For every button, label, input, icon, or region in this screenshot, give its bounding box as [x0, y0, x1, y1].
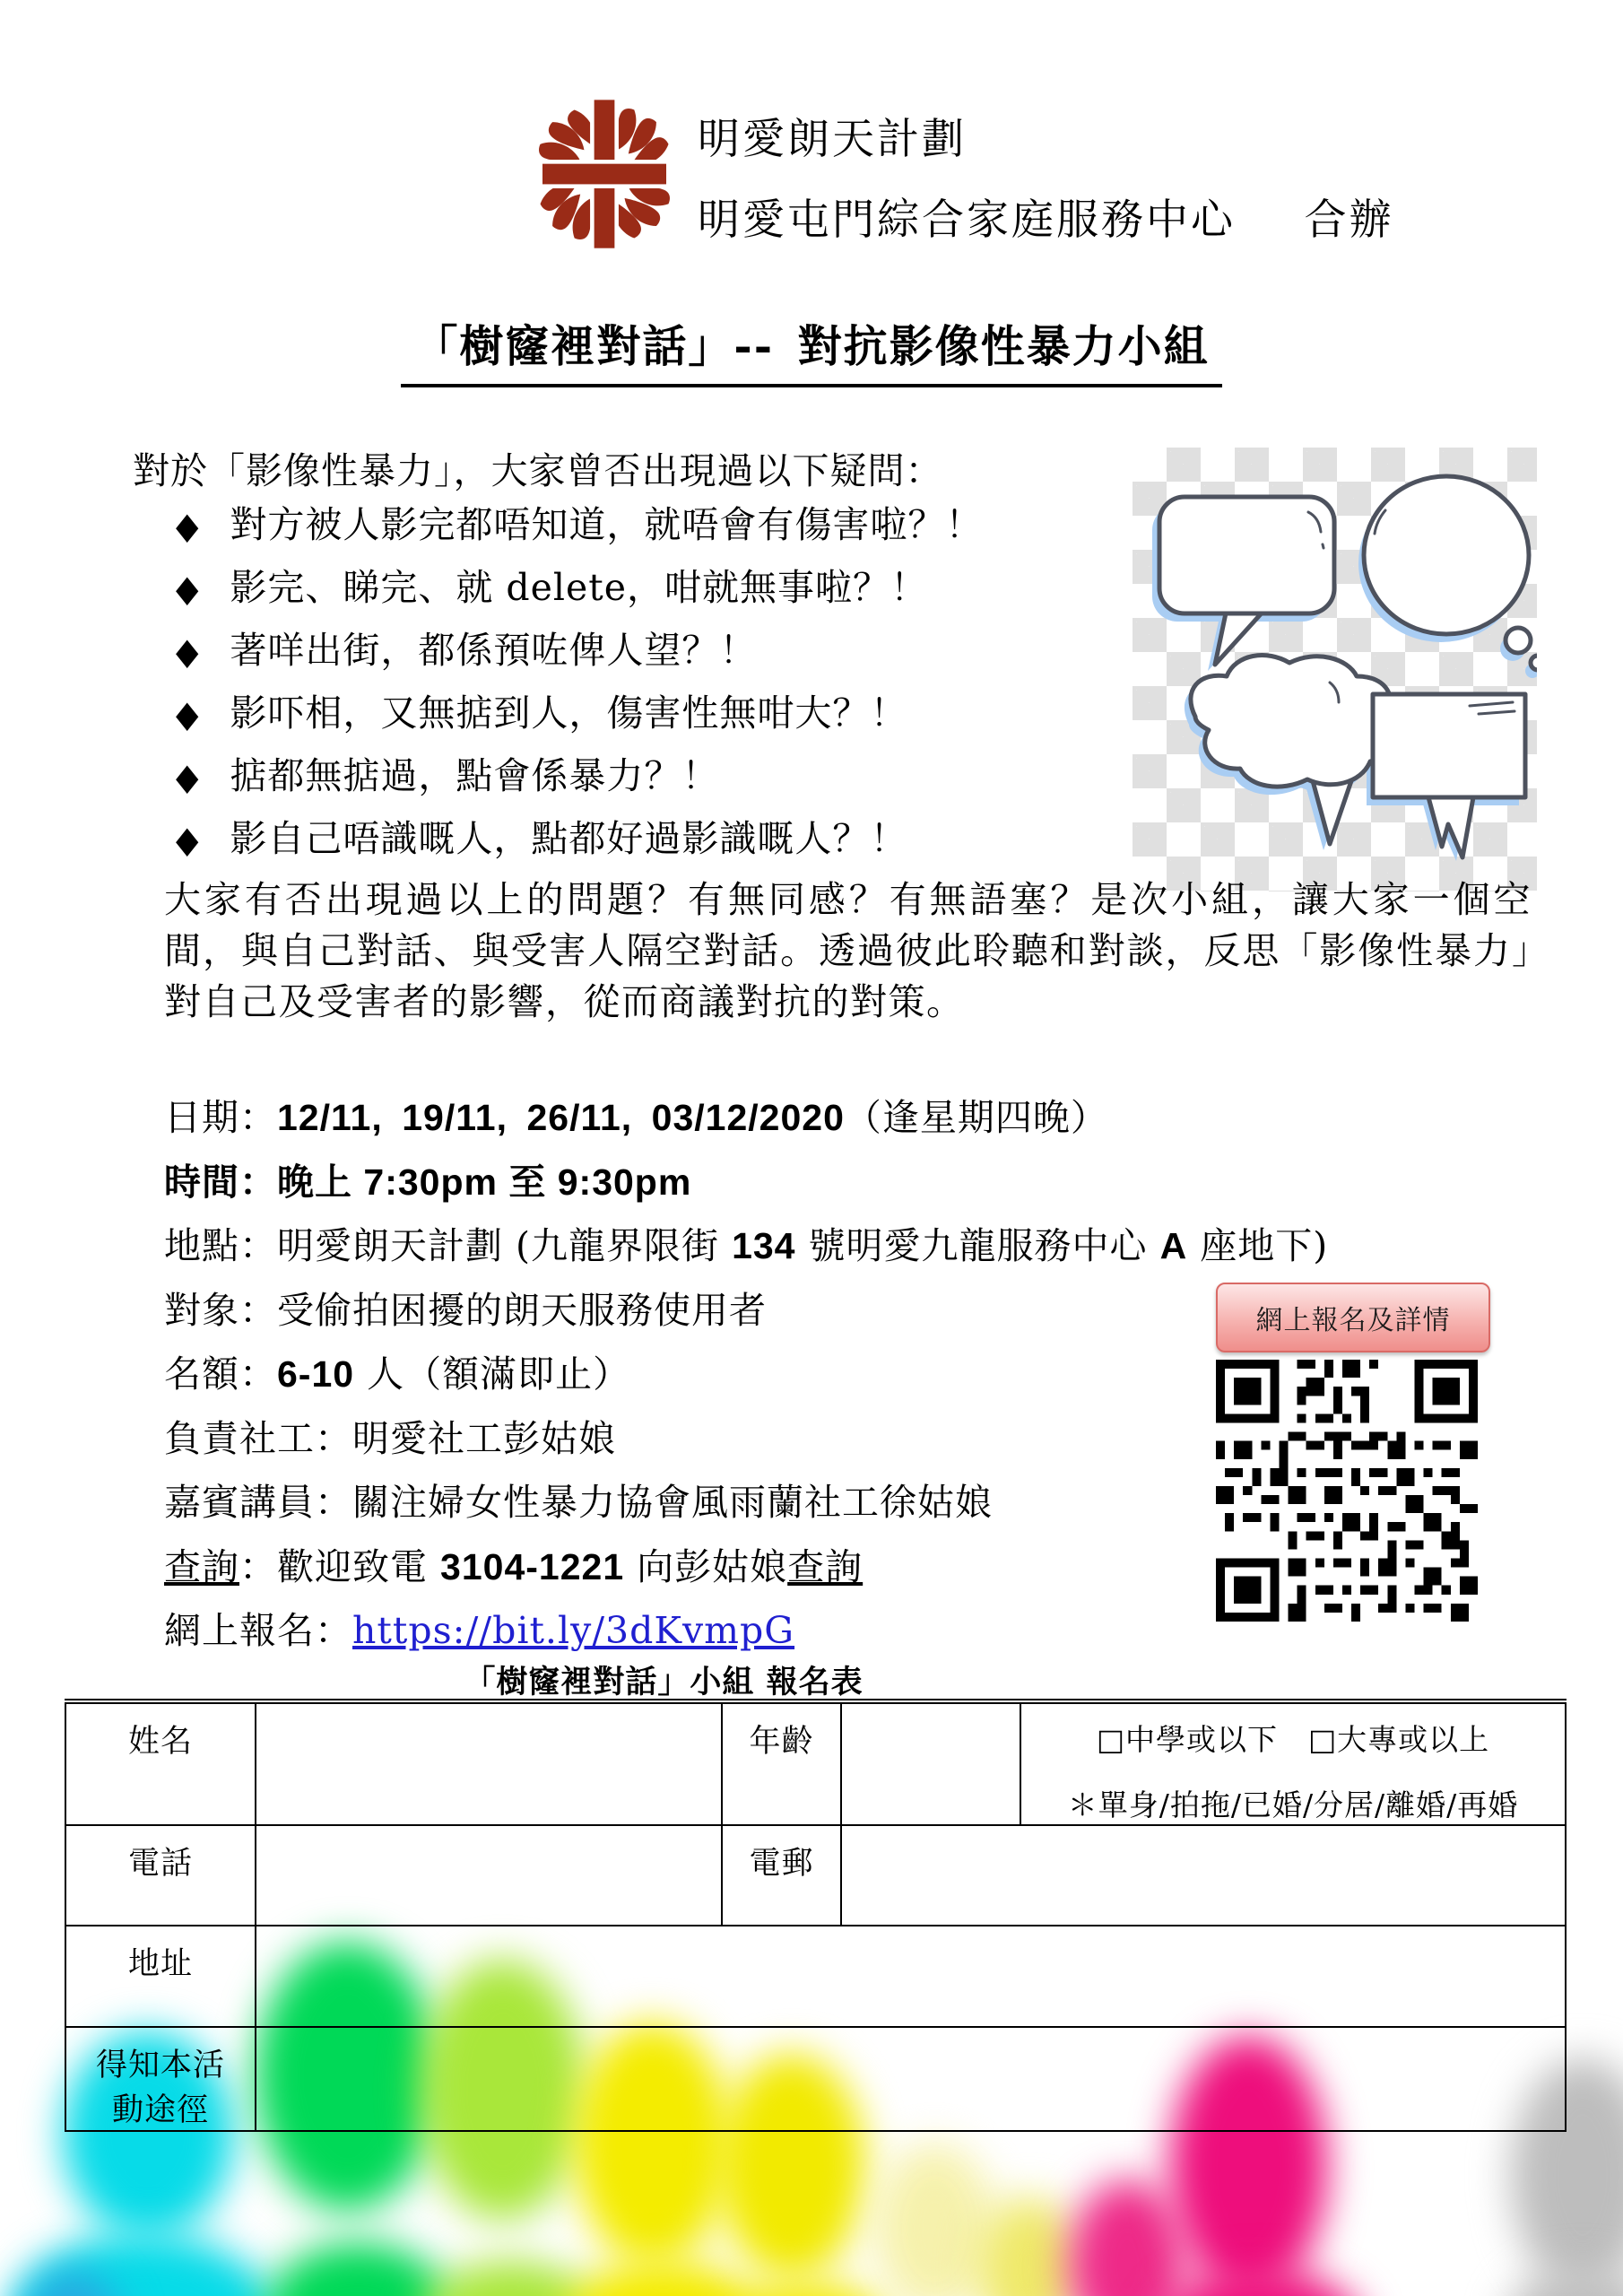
question-item: ◆ 著咩出街，都係預咗俾人望？！	[176, 629, 758, 673]
qr-code	[1216, 1360, 1478, 1622]
question-item: ◆ 影完、睇完、就 delete，咁就無事啦？！	[176, 566, 929, 610]
input-cell-email[interactable]	[841, 1825, 1566, 1926]
input-cell-phone[interactable]	[256, 1825, 722, 1926]
question-item: ◆ 影吓相，又無掂到人，傷害性無咁大？！	[176, 691, 908, 735]
marital-status-options: ＊單身/拍拖/已婚/分居/離婚/再婚	[1067, 1787, 1519, 1822]
caritas-logo-icon	[536, 90, 673, 253]
detail-quota: 名額：6-10 人（額滿即止）	[164, 1352, 631, 1396]
diamond-bullet-icon: ◆	[176, 629, 200, 673]
detail-online-registration: 網上報名：https://bit.ly/3dKvmpG	[164, 1609, 795, 1652]
field-label-name: 姓名	[65, 1701, 256, 1825]
input-cell-age[interactable]	[841, 1701, 1020, 1825]
field-label-address: 地址	[65, 1926, 256, 2027]
input-cell-source[interactable]	[256, 2027, 1566, 2131]
question-item: ◆ 影自己唔識嘅人，點都好過影識嘅人？！	[176, 817, 908, 861]
page-title: 「樹窿裡對話」-- 對抗影像性暴力小組	[0, 312, 1623, 387]
detail-target: 對象：受偷拍困擾的朗天服務使用者	[164, 1289, 767, 1332]
field-label-email: 電郵	[722, 1825, 841, 1926]
diamond-bullet-icon: ◆	[176, 754, 200, 798]
diamond-bullet-icon: ◆	[176, 566, 200, 610]
diamond-bullet-icon: ◆	[176, 503, 200, 547]
detail-venue: 地點：明愛朗天計劃 (九龍界限街 134 號明愛九龍服務中心 A 座地下)	[164, 1224, 1329, 1267]
detail-worker: 負責社工：明愛社工彭姑娘	[164, 1417, 616, 1460]
registration-link[interactable]: https://bit.ly/3dKvmpG	[352, 1609, 795, 1652]
input-cell-address[interactable]	[256, 1926, 1566, 2027]
education-marital-cell[interactable]	[1020, 1701, 1566, 1825]
speech-bubbles-illustration	[1133, 448, 1537, 891]
intro-line: 對於「影像性暴力」，大家曾否出現過以下疑問：	[133, 449, 943, 492]
detail-guest: 嘉賓講員：關注婦女性暴力協會風雨蘭社工徐姑娘	[164, 1481, 993, 1524]
detail-time: 時間：晚上 7:30pm 至 9:30pm	[164, 1161, 692, 1204]
question-item: ◆ 掂都無掂過，點會係暴力？！	[176, 754, 720, 798]
field-label-phone: 電話	[65, 1825, 256, 1926]
org-name-line2: 明愛屯門綜合家庭服務中心 合辦	[698, 196, 1394, 245]
diamond-bullet-icon: ◆	[176, 817, 200, 861]
field-label-source: 得知本活動途徑	[65, 2027, 256, 2131]
online-registration-button[interactable]	[1216, 1283, 1490, 1352]
org-name-line1: 明愛朗天計劃	[698, 115, 967, 164]
education-options[interactable]: □中學或以下 □大專或以上	[1096, 1722, 1490, 1757]
detail-date: 日期：12/11, 19/11, 26/11, 03/12/2020（逢星期四晚）	[164, 1096, 1108, 1139]
description-paragraph: 大家有否出現過以上的問題？有無同感？有無語塞？是次小組，讓大家一個空間，與自己對話、與受害人隔空對話。透過彼此聆聽和對談，反思「影像性暴力」對自己及受害者的影響，從而商議對抗的對策。	[164, 878, 1532, 1023]
question-item: ◆ 對方被人影完都唔知道，就唔會有傷害啦？！	[176, 503, 984, 547]
form-title: 「樹窿裡對話」小組 報名表	[464, 1664, 864, 1700]
input-cell-name[interactable]	[256, 1701, 722, 1825]
online-registration-button-label: 網上報名及詳情	[1255, 1305, 1451, 1336]
diamond-bullet-icon: ◆	[176, 691, 200, 735]
detail-enquiry: 查詢：歡迎致電 3104-1221 向彭姑娘查詢	[164, 1545, 864, 1588]
registration-form-table	[65, 1699, 1567, 2132]
field-label-age: 年齡	[722, 1701, 841, 1825]
